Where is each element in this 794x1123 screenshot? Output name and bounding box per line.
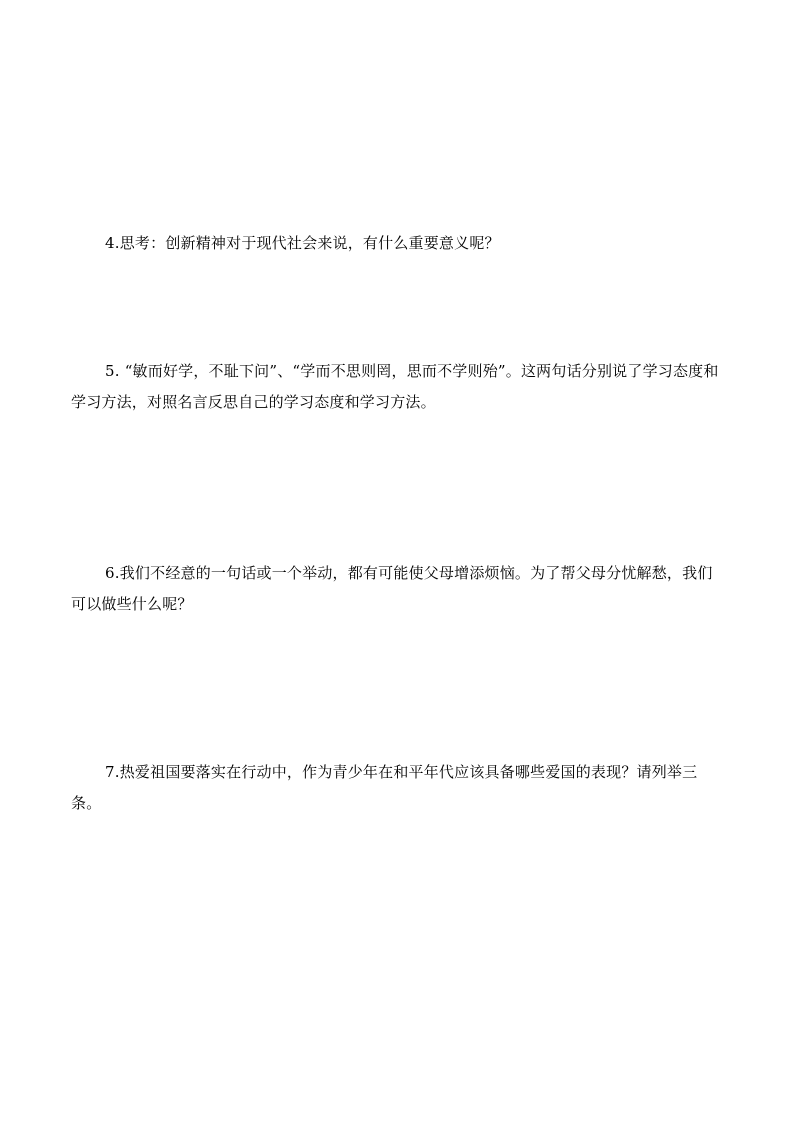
question-text: “敏而好学，不耻下问”、“学而不思则罔，思而不学则殆”。这两句话分别说了学习态度和学习方法，对照名言反思自己的学习态度和学习方法。	[71, 362, 719, 411]
question-text: 热爱祖国要落实在行动中，作为青少年在和平年代应该具备哪些爱国的表现？请列举三条。	[71, 763, 698, 812]
question-5	[71, 356, 723, 418]
question-text: 我们不经意的一句话或一个举动，都有可能使父母增添烦恼。为了帮父母分忧解愁，我们可以做些什么呢？	[71, 564, 713, 613]
question-number: 7.	[105, 763, 120, 781]
question-text: 思考：创新精神对于现代社会来说，有什么重要意义呢？	[119, 234, 500, 252]
question-number: 6.	[105, 564, 120, 582]
question-7	[71, 757, 723, 819]
question-number: 5.	[105, 362, 120, 380]
question-number: 4.	[105, 234, 120, 252]
question-6	[71, 558, 723, 620]
question-4	[71, 228, 723, 259]
